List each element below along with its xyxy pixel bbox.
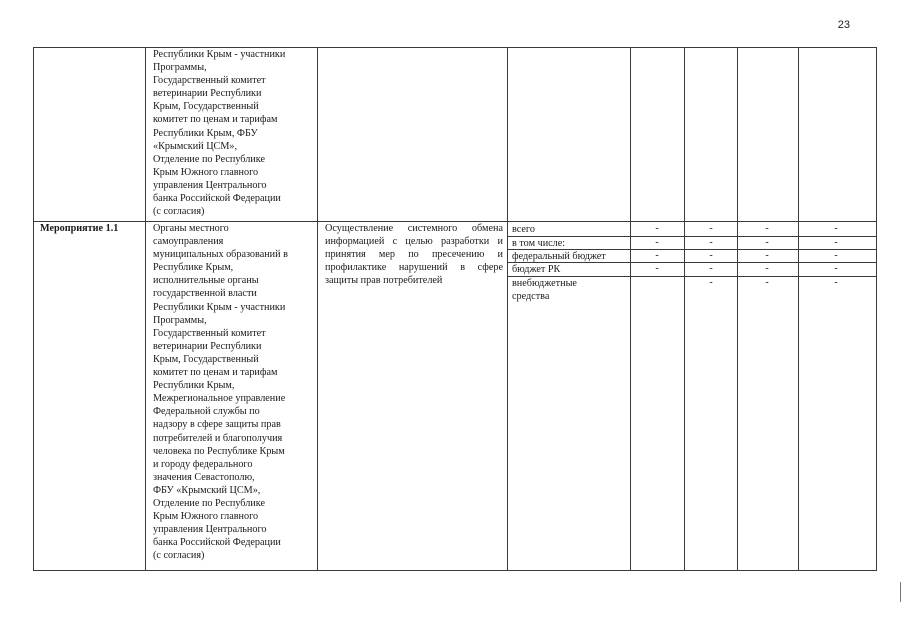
page-number: 23	[837, 19, 850, 31]
measure-executors: Органы местного самоуправления муниципальных образований в Республике Крым, исполнительные органы государственной власти Республики Крым - участники Программы, Государственный комитет ветеринарии Республики Крым, Государственный комитет по ценам и тарифам Республики Крым, Межрегиональное управление Федеральной службы по надзору в сфере защиты прав потребителей и благополучия человека по Республике Крым и городу федерального значения Севастополю, ФБУ «Крымский ЦСМ», Отделение по Республике Крым Южного главного управления Центрального банка Российской Федерации (с согласия)	[153, 223, 288, 562]
table-border-right	[876, 47, 877, 571]
funding-value-cell: -	[834, 263, 838, 274]
table-border-left	[33, 47, 34, 571]
column-divider-source	[507, 47, 508, 571]
funding-value-cell: -	[655, 250, 659, 261]
funding-value-cell: -	[765, 237, 769, 248]
column-divider-year4	[798, 47, 799, 571]
funding-source-regional: бюджет РК	[512, 264, 561, 275]
measure-description: Осуществление системного обмена информацией с целью разработки и принятия мер по пресечению и профилактике нарушений в сфере защиты прав потребителей	[325, 223, 503, 287]
funding-value-cell: -	[709, 237, 713, 248]
measure-name: Мероприятие 1.1	[40, 223, 119, 234]
column-divider-year2	[684, 47, 685, 571]
funding-value-cell: -	[709, 277, 713, 288]
funding-value-cell: -	[765, 277, 769, 288]
funding-value-cell: -	[765, 223, 769, 234]
column-divider-description	[317, 47, 318, 571]
column-divider-year1	[630, 47, 631, 571]
funding-value-cell: -	[709, 223, 713, 234]
funding-value-cell: -	[834, 250, 838, 261]
funding-source-total: всего	[512, 224, 535, 235]
funding-value-cell: -	[834, 237, 838, 248]
table-border-bottom	[33, 570, 877, 571]
funding-value-cell: -	[765, 250, 769, 261]
funding-source-including: в том числе:	[512, 238, 566, 249]
program-table	[33, 47, 877, 571]
funding-source-federal: федеральный бюджет	[512, 251, 606, 262]
column-divider-year3	[737, 47, 738, 571]
funding-value-cell: -	[765, 263, 769, 274]
column-divider-executors	[145, 47, 146, 571]
scan-edge-mark	[900, 582, 901, 602]
funding-value-cell: -	[655, 237, 659, 248]
funding-value-cell: -	[655, 263, 659, 274]
funding-value-cell: -	[655, 223, 659, 234]
funding-value-cell: -	[834, 223, 838, 234]
funding-value-cell: -	[709, 250, 713, 261]
funding-value-cell: -	[834, 277, 838, 288]
continuation-executors: Республики Крым - участники Программы, Государственный комитет ветеринарии Республики Крым, Государственный комитет по ценам и тарифам Республики Крым, ФБУ «Крымский ЦСМ», Отделение по Республике Крым Южного главного управления Центрального банка Российской Федерации (с согласия)	[153, 49, 286, 218]
funding-source-extrabudgetary: внебюджетные средства	[512, 278, 577, 303]
funding-value-cell: -	[709, 263, 713, 274]
